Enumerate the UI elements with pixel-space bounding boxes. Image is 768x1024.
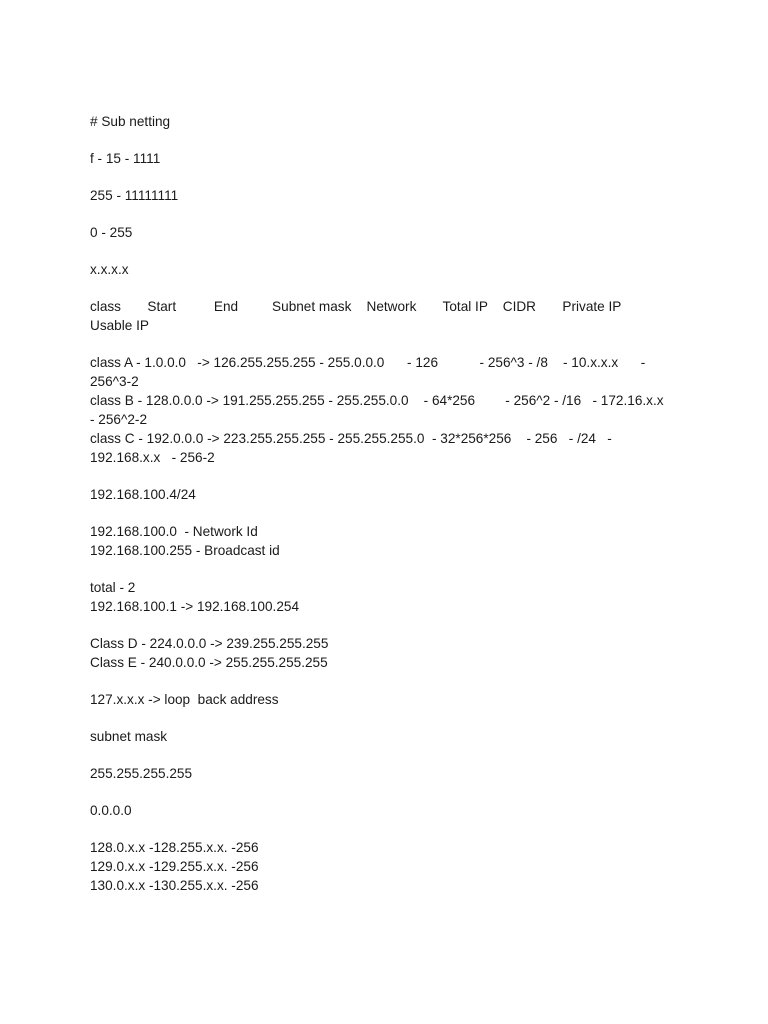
class-c-row: class C - 192.0.0.0 -> 223.255.255.255 - 255.255.255.0 - 32*256*256 - 256 - /24 - [90,431,612,446]
host-range-line: 192.168.100.1 -> 192.168.100.254 [90,599,300,614]
spacer [90,746,690,764]
document-body [90,112,690,895]
mask-all-zeros: 0.0.0.0 [90,803,132,818]
class-a-row-continued: 256^3-2 [90,374,139,389]
spacer [90,279,690,297]
spacer [90,335,690,353]
example-cidr: 192.168.100.4/24 [90,487,196,502]
class-a-row: class A - 1.0.0.0 -> 126.255.255.255 - 255.0.0.0 - 126 - 256^3 - /8 - 10.x.x.x - [90,355,646,370]
spacer [90,616,690,634]
class-d-line: Class D - 224.0.0.0 -> 239.255.255.255 [90,636,329,651]
range-130-line: 130.0.x.x -130.255.x.x. -256 [90,878,259,893]
spacer [90,672,690,690]
range-129-line: 129.0.x.x -129.255.x.x. -256 [90,859,259,874]
spacer [90,709,690,727]
subnet-mask-label: subnet mask [90,729,168,744]
spacer [90,205,690,223]
spacer [90,242,690,260]
spacer [90,168,690,186]
broadcast-id-line: 192.168.100.255 - Broadcast id [90,543,280,558]
spacer [90,131,690,149]
class-c-row-continued: 192.168.x.x - 256-2 [90,450,215,465]
network-id-line: 192.168.100.0 - Network Id [90,524,258,539]
page-heading: # Sub netting [90,114,171,129]
format-line: x.x.x.x [90,262,129,277]
class-b-row: class B - 128.0.0.0 -> 191.255.255.255 - 255.255.0.0 - 64*256 - 256^2 - /16 - 172.16.x.x [90,393,664,408]
spacer [90,783,690,801]
table-header-continued: Usable IP [90,318,149,333]
spacer [90,504,690,522]
mask-all-ones: 255.255.255.255 [90,766,193,781]
spacer [90,560,690,578]
spacer [90,820,690,838]
table-header: class Start End Subnet mask Network Total IP CIDR Private IP [90,299,622,314]
loopback-line: 127.x.x.x -> loop back address [90,692,279,707]
range-line: 0 - 255 [90,225,133,240]
class-b-row-continued: - 256^2-2 [90,412,148,427]
class-e-line: Class E - 240.0.0.0 -> 255.255.255.255 [90,655,328,670]
hex-line: f - 15 - 1111 [90,151,161,166]
range-128-line: 128.0.x.x -128.255.x.x. -256 [90,840,259,855]
spacer [90,467,690,485]
binary-line: 255 - 11111111 [90,188,179,203]
total-line: total - 2 [90,580,136,595]
